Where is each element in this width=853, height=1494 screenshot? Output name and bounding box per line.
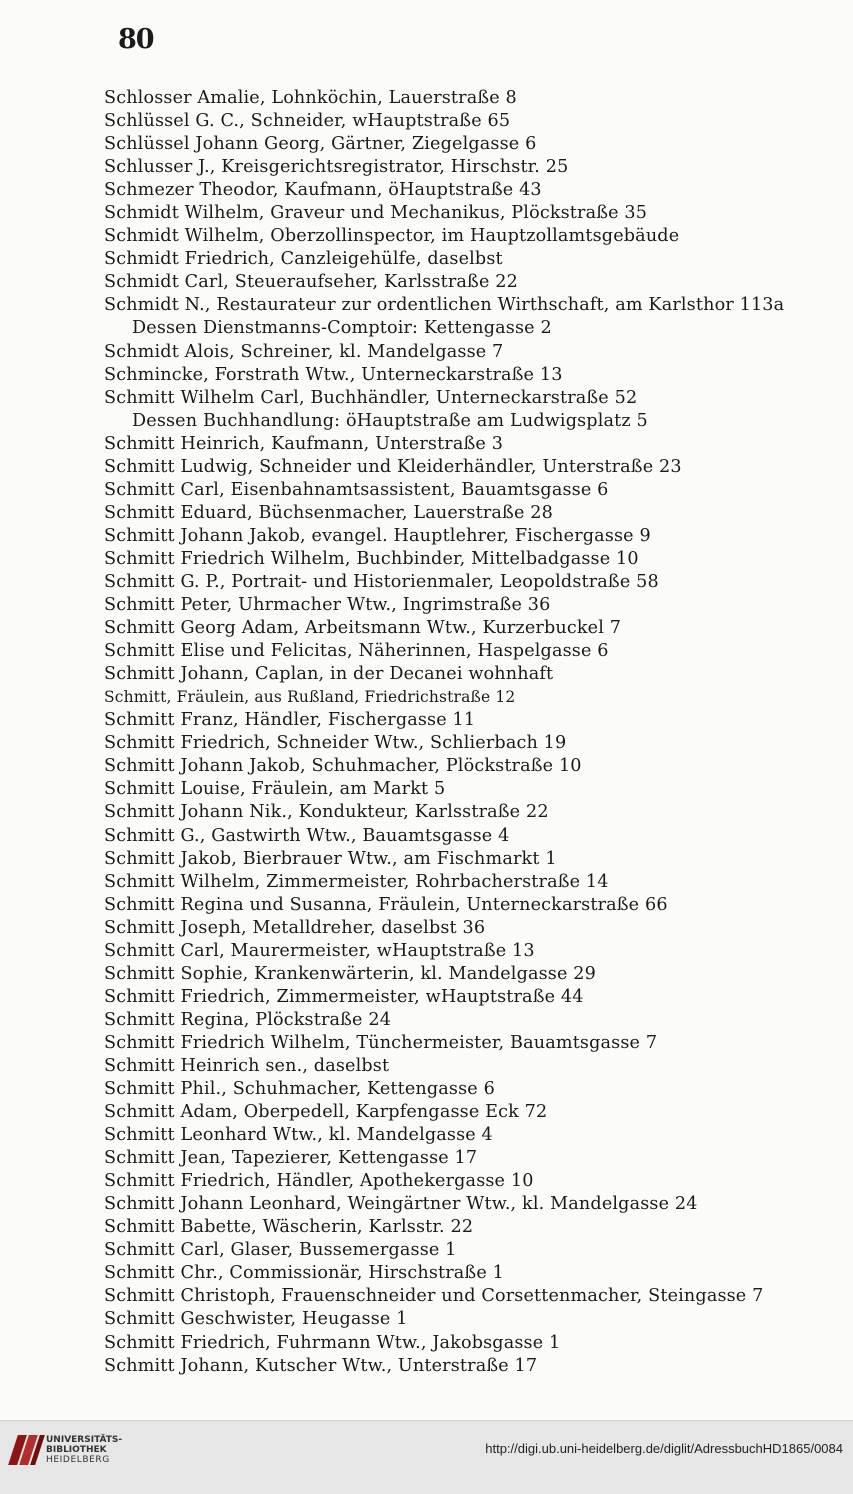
directory-entry: Schmitt Carl, Maurermeister, wHauptstraße 13 [104,940,535,961]
directory-entry: Schmitt Christoph, Frauenschneider und Corsettenmacher, Steingasse 7 [104,1286,764,1307]
directory-entry: Schmidt Carl, Steueraufseher, Karlsstraße 22 [104,272,518,293]
logo-line-1: UNIVERSITÄTS- [46,1435,123,1445]
directory-entry: Schmitt G., Gastwirth Wtw., Bauamtsgasse 4 [104,825,510,846]
directory-entry: Schmitt Regina, Plöckstraße 24 [104,1009,392,1030]
directory-entry: Schmitt Friedrich Wilhelm, Tünchermeister, Bauamtsgasse 7 [104,1032,658,1053]
directory-entry: Schmidt Friedrich, Canzleigehülfe, daselbst [104,249,503,270]
directory-entry: Schmitt Louise, Fräulein, am Markt 5 [104,779,446,800]
directory-entry: Schmidt Alois, Schreiner, kl. Mandelgasse 7 [104,341,504,362]
directory-entry: Schmitt Leonhard Wtw., kl. Mandelgasse 4 [104,1125,493,1146]
directory-entry: Schmitt Johann Jakob, Schuhmacher, Plöckstraße 10 [104,756,582,777]
directory-entry: Schmitt Adam, Oberpedell, Karpfengasse Eck 72 [104,1102,548,1123]
directory-entry: Schmitt, Fräulein, aus Rußland, Friedrichstraße 12 [104,688,516,707]
source-url[interactable]: http://digi.ub.uni-heidelberg.de/diglit/AdressbuchHD1865/0084 [485,1441,843,1456]
directory-entry: Schmitt Peter, Uhrmacher Wtw., Ingrimstraße 36 [104,595,551,616]
directory-entry: Schmitt Johann Jakob, evangel. Hauptlehrer, Fischergasse 9 [104,525,651,546]
directory-entry: Schmitt Wilhelm Carl, Buchhändler, Unterneckarstraße 52 [104,387,638,408]
logo-line-3: HEIDELBERG [46,1455,110,1465]
directory-entry: Schlüssel Johann Georg, Gärtner, Ziegelgasse 6 [104,134,537,155]
directory-entry: Schmitt Wilhelm, Zimmermeister, Rohrbacherstraße 14 [104,871,609,892]
directory-entry: Schmidt Wilhelm, Graveur und Mechanikus, Plöckstraße 35 [104,203,648,224]
directory-entry: Schmitt Friedrich, Händler, Apothekergasse 10 [104,1171,534,1192]
directory-entry: Schmitt Geschwister, Heugasse 1 [104,1309,408,1330]
directory-entry: Schmincke, Forstrath Wtw., Unterneckarstraße 13 [104,364,563,385]
directory-entry: Schmitt Friedrich, Schneider Wtw., Schlierbach 19 [104,733,567,754]
directory-entry: Schmitt Franz, Händler, Fischergasse 11 [104,710,476,731]
library-logo[interactable] [10,1435,122,1465]
directory-entry: Schmitt Babette, Wäscherin, Karlsstr. 22 [104,1217,474,1238]
library-logo-text [46,1435,122,1465]
directory-entry: Schmitt Ludwig, Schneider und Kleiderhändler, Unterstraße 23 [104,456,682,477]
directory-entry: Schmitt Chr., Commissionär, Hirschstraße 1 [104,1263,504,1284]
directory-entry: Schmitt Heinrich sen., daselbst [104,1055,390,1076]
directory-entry: Schmitt Friedrich, Zimmermeister, wHauptstraße 44 [104,986,584,1007]
directory-entry: Schmitt Regina und Susanna, Fräulein, Unterneckarstraße 66 [104,894,668,915]
directory-entry: Schmitt Johann Nik., Kondukteur, Karlsstraße 22 [104,802,549,823]
directory-entries [104,87,849,1378]
logo-line-2: BIBLIOTHEK [46,1445,107,1455]
directory-entry: Schmidt Wilhelm, Oberzollinspector, im Hauptzollamtsgebäude [104,226,680,247]
directory-entry: Dessen Buchhandlung: öHauptstraße am Ludwigsplatz 5 [132,410,648,431]
directory-entry: Schmezer Theodor, Kaufmann, öHauptstraße 43 [104,180,542,201]
directory-entry: Schmitt Johann, Caplan, in der Decanei wohnhaft [104,664,554,685]
directory-entry: Schmitt Friedrich Wilhelm, Buchbinder, Mittelbadgasse 10 [104,548,639,569]
directory-entry: Schmitt Johann Leonhard, Weingärtner Wtw., kl. Mandelgasse 24 [104,1194,698,1215]
directory-entry: Schmitt G. P., Portrait- und Historienmaler, Leopoldstraße 58 [104,571,659,592]
directory-entry: Schmidt N., Restaurateur zur ordentlichen Wirthschaft, am Karlsthor 113a [104,295,785,316]
directory-entry: Schmitt Jakob, Bierbrauer Wtw., am Fischmarkt 1 [104,848,557,869]
directory-entry: Schlosser Amalie, Lohnköchin, Lauerstraße 8 [104,88,517,108]
directory-entry: Schmitt Friedrich, Fuhrmann Wtw., Jakobsgasse 1 [104,1332,561,1353]
directory-entry: Schmitt Phil., Schuhmacher, Kettengasse 6 [104,1079,495,1100]
directory-entry: Schlüssel G. C., Schneider, wHauptstraße 65 [104,111,511,132]
directory-entry: Schmitt Eduard, Büchsenmacher, Lauerstraße 28 [104,502,553,523]
directory-entry: Schmitt Heinrich, Kaufmann, Unterstraße 3 [104,433,504,454]
directory-entry: Schmitt Jean, Tapezierer, Kettengasse 17 [104,1148,478,1169]
directory-entry: Schmitt Carl, Eisenbahnamtsassistent, Bauamtsgasse 6 [104,479,609,500]
library-logo-icon [10,1435,40,1465]
page-number: 80 [118,24,154,55]
directory-entry: Schmitt Carl, Glaser, Bussemergasse 1 [104,1240,457,1261]
directory-entry: Schmitt Georg Adam, Arbeitsmann Wtw., Kurzerbuckel 7 [104,618,622,639]
directory-entry: Schmitt Johann, Kutscher Wtw., Unterstraße 17 [104,1355,538,1376]
directory-entry: Dessen Dienstmanns-Comptoir: Kettengasse 2 [132,318,552,339]
directory-entry: Schmitt Elise und Felicitas, Näherinnen, Haspelgasse 6 [104,641,609,662]
directory-entry: Schmitt Joseph, Metalldreher, daselbst 36 [104,917,486,938]
directory-entry: Schlusser J., Kreisgerichtsregistrator, Hirschstr. 25 [104,157,569,178]
directory-entry: Schmitt Sophie, Krankenwärterin, kl. Mandelgasse 29 [104,963,596,984]
footer-bar [0,1420,853,1494]
